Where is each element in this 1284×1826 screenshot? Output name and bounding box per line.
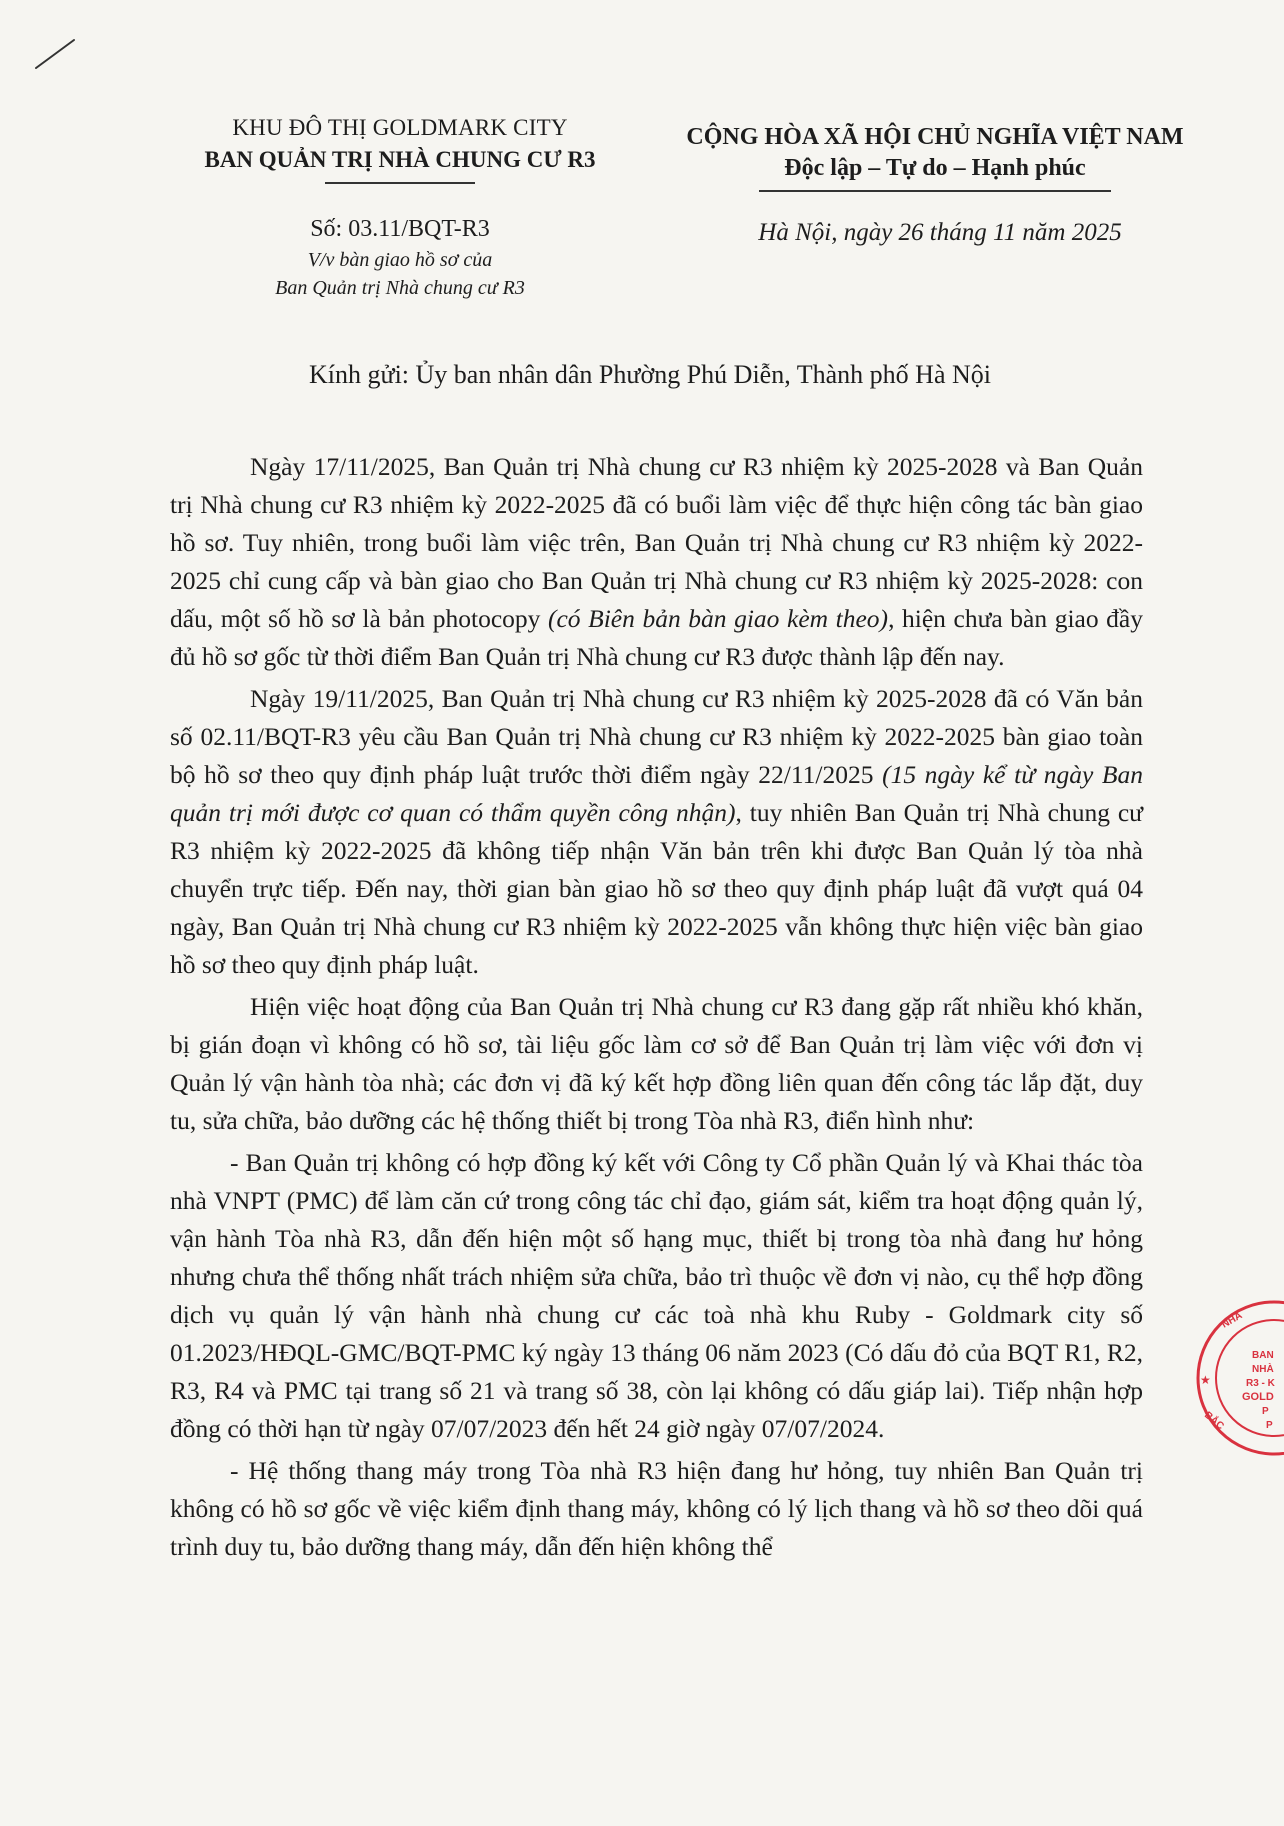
subject-line: Ban Quản trị Nhà chung cư R3 [275, 277, 525, 299]
paragraph-italic-note: (có Biên bản bàn giao kèm theo) [547, 604, 889, 633]
paragraph-text: , hiện chưa bàn giao đầy đủ hồ sơ gốc từ thời điểm Ban Quản trị Nhà chung cư R3 được thành lập đến nay. [170, 604, 1143, 671]
svg-text:BẮC: BẮC [1202, 1409, 1226, 1433]
svg-text:P: P [1262, 1406, 1269, 1417]
subject-line: V/v bàn giao hồ sơ của [307, 249, 493, 271]
place-and-date: Hà Nội, ngày 26 tháng 11 năm 2025 [758, 219, 1122, 246]
svg-text:BAN: BAN [1252, 1350, 1274, 1361]
pen-stroke-mark [34, 38, 76, 70]
agency-parent-name: KHU ĐÔ THỊ GOLDMARK CITY [232, 115, 568, 140]
national-heading [650, 122, 1220, 192]
agency-name: BAN QUẢN TRỊ NHÀ CHUNG CƯ R3 [204, 147, 596, 172]
national-motto: Độc lập – Tự do – Hạnh phúc [784, 155, 1086, 181]
recipient-line: Kính gửi: Ủy ban nhân dân Phường Phú Diễn, Thành phố Hà Nội [308, 360, 991, 389]
nation-name: CỘNG HÒA XÃ HỘI CHỦ NGHĨA VIỆT NAM [686, 124, 1184, 150]
svg-text:P: P [1266, 1420, 1273, 1431]
document-number: Số: 03.11/BQT-R3 [310, 216, 490, 242]
paragraph-text: Ngày 17/11/2025, Ban Quản trị Nhà chung cư R3 nhiệm kỳ 2025-2028 và Ban Quản trị Nhà chung cư R3 nhiệm kỳ 2022-2025 đã có buổi làm việc để thực hiện công tác bàn giao hồ sơ. Tuy nhiên, trong buổi làm việc trên, Ban Quản trị Nhà chung cư R3 nhiệm kỳ 2022-2025 chỉ cung cấp và bàn giao cho Ban Quản trị Nhà chung cư R3 nhiệm kỳ 2025-2028: con dấu, một số hồ sơ là bản photocopy [170, 452, 1143, 633]
svg-text:NHÀ: NHÀ [1252, 1364, 1274, 1375]
paragraph [170, 448, 1143, 676]
bullet-paragraph: - Hệ thống thang máy trong Tòa nhà R3 hiện đang hư hỏng, tuy nhiên Ban Quản trị không có hồ sơ gốc về việc kiểm định thang máy, không có lý lịch thang và hồ sơ theo dõi quá trình duy tu, bảo dưỡng thang máy, dẫn đến hiện không thể [170, 1456, 1143, 1561]
letter-body [170, 448, 1143, 1570]
paragraph-text: Ngày 19/11/2025, Ban Quản trị Nhà chung cư R3 nhiệm kỳ 2025-2028 đã có Văn bản số 02.11/BQT-R3 yêu cầu Ban Quản trị Nhà chung cư R3 nhiệm kỳ 2022-2025 bàn giao toàn bộ hồ sơ theo quy định pháp luật trước thời điểm ngày 22/11/2025 [170, 684, 1143, 789]
svg-text:GOLD: GOLD [1242, 1391, 1274, 1403]
svg-text:NHÀ: NHÀ [1220, 1310, 1245, 1331]
issuing-agency [150, 112, 650, 184]
paragraph-text: , tuy nhiên Ban Quản trị Nhà chung cư R3 nhiệm kỳ 2022-2025 đã không tiếp nhận Văn bản trên khi được Ban Quản lý tòa nhà chuyển trực tiếp. Đến nay, thời gian bàn giao hồ sơ theo quy định pháp luật đã vượt quá 04 ngày, Ban Quản trị Nhà chung cư R3 nhiệm kỳ 2022-2025 vẫn không thực hiện việc bàn giao hồ sơ theo quy định pháp luật. [170, 798, 1144, 979]
document-subject [150, 246, 650, 302]
bullet-paragraph: - Ban Quản trị không có hợp đồng ký kết với Công ty Cổ phần Quản lý và Khai thác tòa nhà VNPT (PMC) để làm căn cứ trong công tác chỉ đạo, giám sát, kiểm tra hoạt động quản lý, vận hành Tòa nhà R3, dẫn đến hiện một số hạng mục, thiết bị trong tòa nhà đang hư hỏng nhưng chưa thể thống nhất trách nhiệm sửa chữa, bảo trì thuộc về đơn vị nào, cụ thể hợp đồng dịch vụ quản lý vận hành nhà chung cư các toà nhà khu Ruby - Goldmark city số 01.2023/HĐQL-GMC/BQT-PMC ký ngày 13 tháng 06 năm 2023 (Có dấu đỏ của BQT R1, R2, R3, R4 và PMC tại trang số 21 và trang số 38, còn lại không có dấu giáp lai). Tiếp nhận hợp đồng có thời hạn từ ngày 07/07/2023 đến hết 24 giờ ngày 07/07/2024. [170, 1148, 1143, 1443]
agency-underline [325, 182, 475, 184]
paragraph-italic-note: (15 ngày kể từ ngày Ban quản trị mới được cơ quan có thẩm quyền công nhận) [170, 760, 1143, 827]
svg-text:R3 - K: R3 - K [1246, 1378, 1275, 1389]
red-seal-stamp [1190, 1298, 1284, 1458]
motto-underline [759, 190, 1111, 192]
paragraph: Hiện việc hoạt động của Ban Quản trị Nhà chung cư R3 đang gặp rất nhiều khó khăn, bị gián đoạn vì không có hồ sơ, tài liệu gốc làm cơ sở để Ban Quản trị làm việc với đơn vị Quản lý vận hành tòa nhà; các đơn vị đã ký kết hợp đồng liên quan đến công tác lắp đặt, duy tu, sửa chữa, bảo dưỡng các hệ thống thiết bị trong Tòa nhà R3, điển hình như: [170, 992, 1143, 1135]
paragraph [170, 680, 1143, 984]
svg-text:★: ★ [1200, 1373, 1211, 1387]
